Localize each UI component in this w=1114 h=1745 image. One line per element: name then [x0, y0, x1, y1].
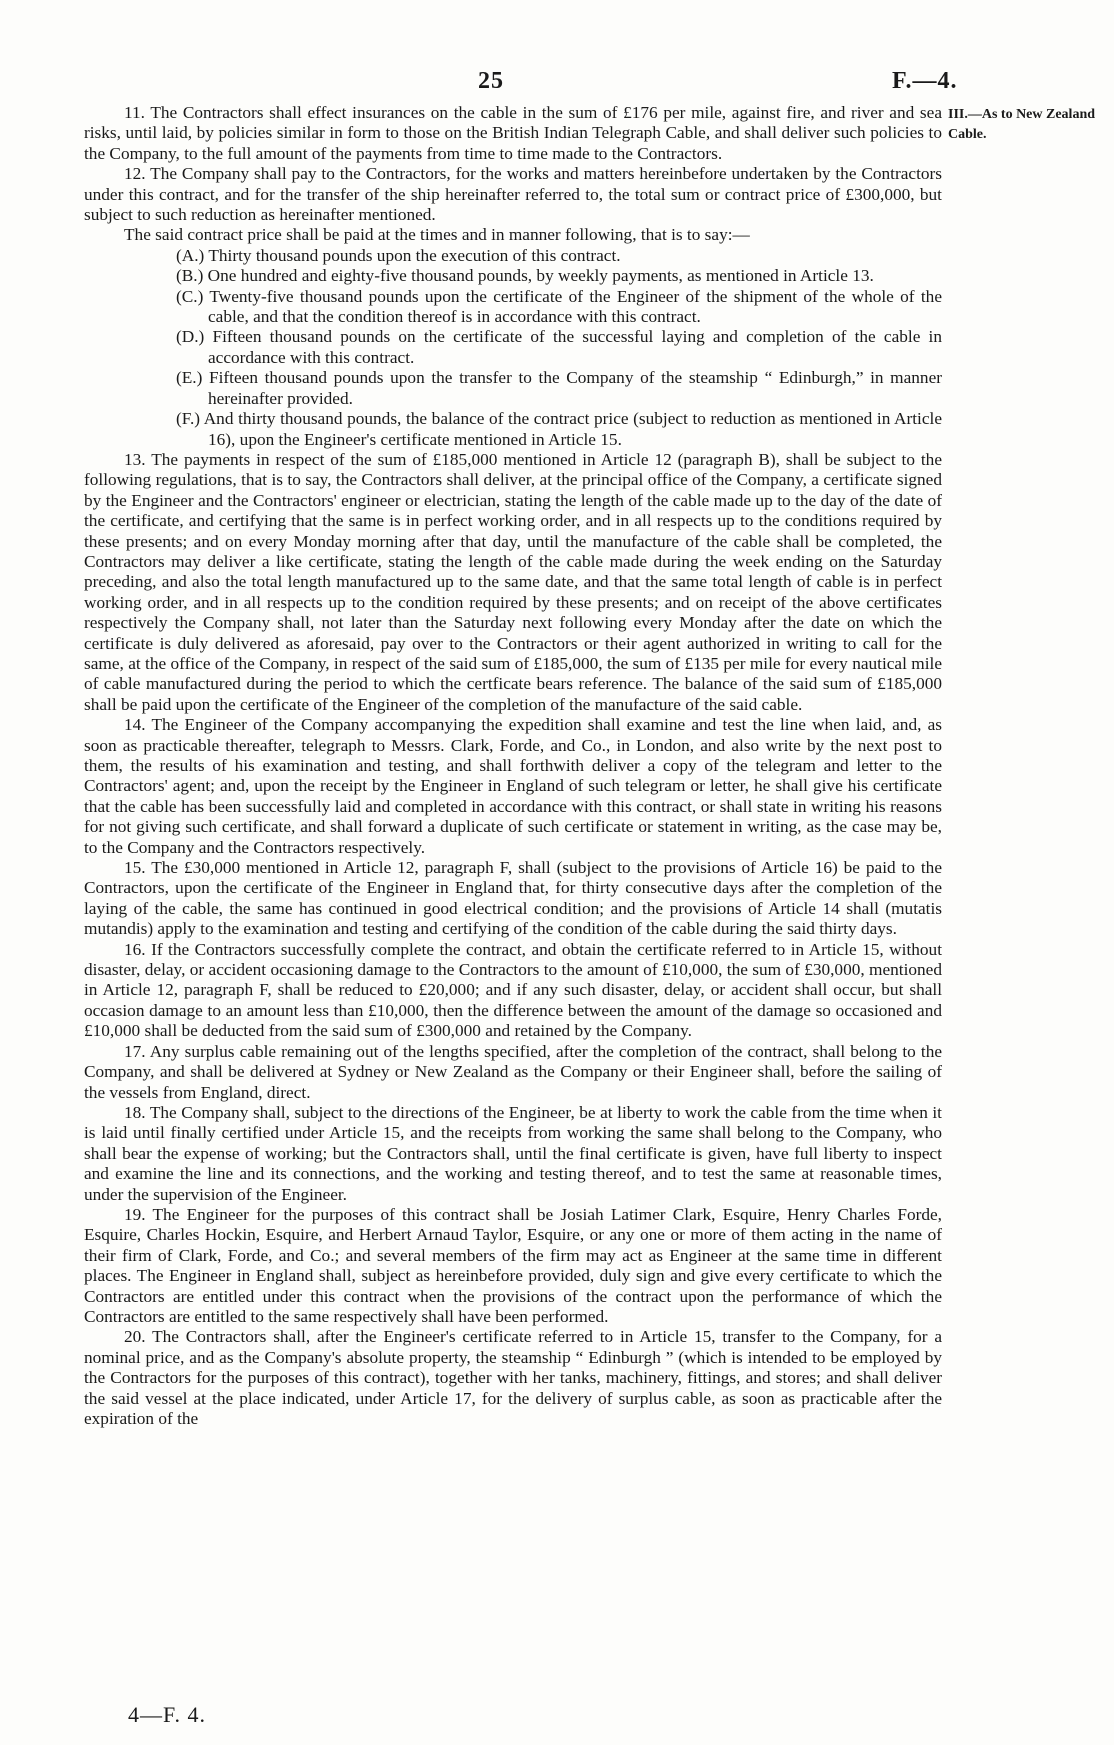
margin-note: III.—As to New Zealand Cable.	[948, 107, 1096, 142]
list-item-c: (C.) Twenty-five thousand pounds upon the certificate of the Engineer of the shipment of the whole of the cable, and that the condition thereof is in accordance with this contract.	[176, 286, 942, 327]
list-item-e: (E.) Fifteen thousand pounds upon the transfer to the Company of the steamship “ Edinburgh,” in manner hereinafter provided.	[176, 368, 942, 408]
paragraph-article-19: 19. The Engineer for the purposes of this contract shall be Josiah Latimer Clark, Esquire, Henry Charles Forde, Esquire, Charles Hockin, Esquire, and Herbert Arnaud Taylor, Esquire, or any one or more of them acting in the name of their firm of Clark, Forde, and Co.; and several members of the firm may act as Engineer at the same time in different places. The Engineer in England shall, subject as hereinbefore provided, duly sign and give every certificate to which the Contractors are entitled under this contract when the provisions of the contract upon the performance of which the Contractors are entitled to the same respectively shall have been performed.	[84, 1204, 942, 1326]
document-body	[84, 103, 942, 1429]
paragraph-article-12: 12. The Company shall pay to the Contractors, for the works and matters hereinbefore undertaken by the Contractors under this contract, and for the transfer of the ship hereinafter referred to, the total sum or contract price of £300,000, but subject to such reduction as hereinafter mentioned.	[84, 164, 942, 225]
list-item-a: (A.) Thirty thousand pounds upon the execution of this contract.	[176, 245, 621, 265]
page-number: 25	[478, 68, 504, 94]
paragraph-article-15: 15. The £30,000 mentioned in Article 12, paragraph F, shall (subject to the provisions of Article 16) be paid to the Contractors, upon the certificate of the Engineer in England that, for thirty consecutive days after the completion of the laying of the cable, the same has continued in good electrical condition; and the provisions of Article 14 shall (mutatis mutandis) apply to the examination and testing and certifying of the condition of the cable during the said thirty days.	[84, 858, 942, 939]
list-item-d: (D.) Fifteen thousand pounds on the certificate of the successful laying and completion of the cable in accordance with this contract.	[176, 327, 942, 367]
list-item-b: (B.) One hundred and eighty-five thousand pounds, by weekly payments, as mentioned in Article 13.	[176, 266, 874, 286]
footer-signature: 4—F. 4.	[128, 1702, 206, 1727]
paragraph-payment-terms: The said contract price shall be paid at the times and in manner following, that is to say:—	[124, 225, 750, 245]
page-reference: F.—4.	[892, 68, 958, 94]
paragraph-article-13: 13. The payments in respect of the sum of £185,000 mentioned in Article 12 (paragraph B), shall be subject to the following regulations, that is to say, the Contractors shall deliver, at the principal office of the Company, a certificate signed by the Engineer and the Contractors' engineer or electrician, stating the length of the cable made up to the day of the date of the certificate, and certifying that the same is in perfect working order, and in all respects up to the conditions required by these presents; and on every Monday morning after that day, until the manufacture of the cable shall be completed, the Contractors may deliver a like certificate, stating the length of the cable made during the week ending on the Saturday preceding, and also the total length manufactured up to the same date, and that the same total length of cable is in perfect working order, and in all respects up to the condition required by these presents; and on receipt of the above certificates respectively the Company shall, not later than the Saturday next following every Monday after the date on which the certificate is duly delivered as aforesaid, pay over to the Contractors or their agent authorized in writing to call for the same, at the office of the Company, in respect of the said sum of £185,000, the sum of £135 per mile for every nautical mile of cable manufactured during the period to which the certficate bears reference. The balance of the said sum of £185,000 shall be paid upon the certificate of the Engineer of the completion of the manufacture of the said cable.	[84, 449, 942, 714]
paragraph-article-20: 20. The Contractors shall, after the Engineer's certificate referred to in Article 15, transfer to the Company, for a nominal price, and as the Company's absolute property, the steamship “ Edinburgh ” (which is intended to be employed by the Contractors for the purposes of this contract), together with her tanks, machinery, fittings, and stores; and shall deliver the said vessel at the place indicated, under Article 17, for the delivery of surplus cable, as soon as practicable after the expiration of the	[84, 1327, 942, 1428]
list-item-f: (F.) And thirty thousand pounds, the balance of the contract price (subject to reduction as mentioned in Article 16), upon the Engineer's certificate mentioned in Article 15.	[176, 409, 942, 449]
paragraph-article-14: 14. The Engineer of the Company accompanying the expedition shall examine and test the line when laid, and, as soon as practicable thereafter, telegraph to Messrs. Clark, Forde, and Co., in London, and also write by the next post to them, the results of his examination and testing, and shall forthwith deliver a copy of the telegram and letter to the Contractors' agent; and, upon the receipt by the Engineer in England of such telegram or letter, he shall give his certificate that the cable has been successfully laid and completed in accordance with this contract, or shall state in writing his reasons for not giving such certificate, and shall forward a duplicate of such certificate or statement in writing, as the case may be, to the Company and the Contractors respectively.	[84, 715, 942, 857]
paragraph-article-16: 16. If the Contractors successfully complete the contract, and obtain the certificate referred to in Article 15, without disaster, delay, or accident occasioning damage to the Contractors to the amount of £10,000, the sum of £30,000, mentioned in Article 12, paragraph F, shall be reduced to £20,000; and if any such disaster, delay, or accident shall occur, but shall occasion damage to an amount less than £10,000, then the difference between the amount of the damage so occasioned and £10,000 shall be deducted from the said sum of £300,000 and retained by the Company.	[84, 939, 942, 1041]
paragraph-article-17: 17. Any surplus cable remaining out of the lengths specified, after the completion of the contract, shall belong to the Company, and shall be delivered at Sydney or New Zealand as the Company or their Engineer shall, before the sailing of the vessels from England, direct.	[84, 1041, 942, 1102]
paragraph-article-18: 18. The Company shall, subject to the directions of the Engineer, be at liberty to work the cable from the time when it is laid until finally certified under Article 15, and the receipts from working the same shall belong to the Company, who shall bear the expense of working; but the Contractors shall, until the final certificate is given, have full liberty to inspect and examine the line and its connections, and the working and testing thereof, and to test the same at reasonable times, under the supervision of the Engineer.	[84, 1102, 942, 1204]
paragraph-article-11: 11. The Contractors shall effect insurances on the cable in the sum of £176 per mile, against fire, and river and sea risks, until laid, by policies similar in form to those on the British Indian Telegraph Cable, and shall deliver such policies to the Company, to the full amount of the payments from time to time made to the Contractors.	[84, 103, 942, 163]
